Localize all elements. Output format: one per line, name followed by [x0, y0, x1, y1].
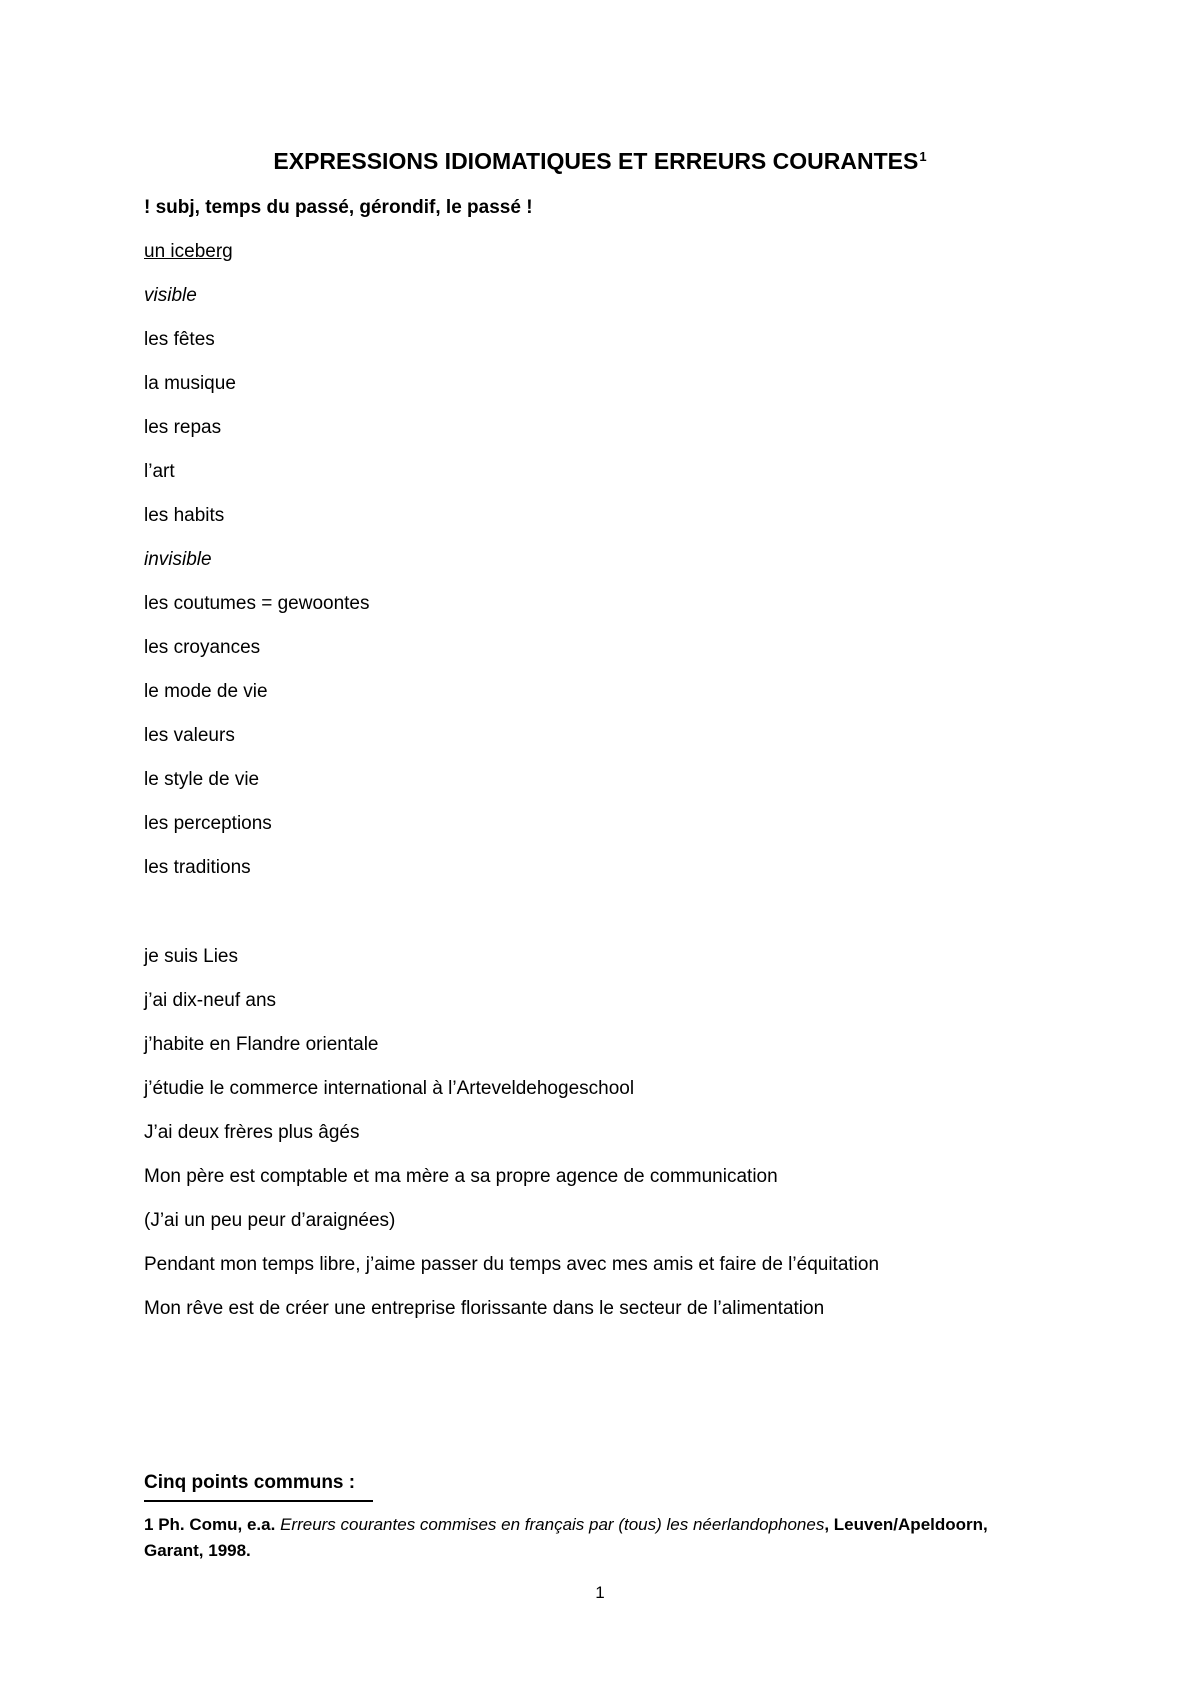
- subtitle-note: ! subj, temps du passé, gérondif, le passé !: [144, 197, 533, 218]
- invisible-item: le mode de vie: [144, 681, 268, 702]
- invisible-item: les coutumes = gewoontes: [144, 593, 370, 614]
- invisible-item: le style de vie: [144, 769, 260, 790]
- invisible-item: les perceptions: [144, 813, 272, 834]
- visible-item: les repas: [144, 417, 222, 438]
- visible-label: visible: [144, 285, 197, 306]
- page-title: [0, 146, 1200, 176]
- points-communs-heading: Cinq points communs :: [144, 1472, 356, 1493]
- presentation-line: (J’ai un peu peur d’araignées): [144, 1210, 396, 1231]
- visible-item: les habits: [144, 505, 225, 526]
- presentation-line: Mon père est comptable et ma mère a sa propre agence de communication: [144, 1166, 778, 1187]
- invisible-item: les valeurs: [144, 725, 235, 746]
- presentation-line: Mon rêve est de créer une entreprise florissante dans le secteur de l’alimentation: [144, 1298, 825, 1319]
- footnote-publisher: , Leuven/Apeldoorn, Garant, 1998.: [144, 1515, 988, 1560]
- visible-item: l’art: [144, 461, 175, 482]
- iceberg-heading: un iceberg: [144, 241, 233, 262]
- presentation-line: j’ai dix-neuf ans: [144, 990, 277, 1011]
- presentation-line: Pendant mon temps libre, j’aime passer du temps avec mes amis et faire de l’équitation: [144, 1254, 880, 1275]
- footnote: [144, 1512, 1044, 1564]
- footnote-author: Ph. Comu, e.a.: [158, 1515, 276, 1534]
- footnote-reference: 1: [919, 149, 927, 164]
- footnote-separator: [144, 1500, 373, 1502]
- invisible-item: les traditions: [144, 857, 251, 878]
- title-text: EXPRESSIONS IDIOMATIQUES ET ERREURS COURANTES: [273, 148, 919, 174]
- presentation-line: je suis Lies: [144, 946, 238, 967]
- presentation-line: j’habite en Flandre orientale: [144, 1034, 379, 1055]
- footnote-number: 1: [144, 1515, 154, 1534]
- footnote-book-title: Erreurs courantes commises en français par (tous) les néerlandophones: [280, 1515, 825, 1534]
- invisible-label: invisible: [144, 549, 212, 570]
- invisible-item: les croyances: [144, 637, 261, 658]
- visible-item: les fêtes: [144, 329, 215, 350]
- page-number: 1: [595, 1583, 605, 1602]
- presentation-line: j’étudie le commerce international à l’Arteveldehogeschool: [144, 1078, 635, 1099]
- presentation-line: J’ai deux frères plus âgés: [144, 1122, 360, 1143]
- visible-item: la musique: [144, 373, 236, 394]
